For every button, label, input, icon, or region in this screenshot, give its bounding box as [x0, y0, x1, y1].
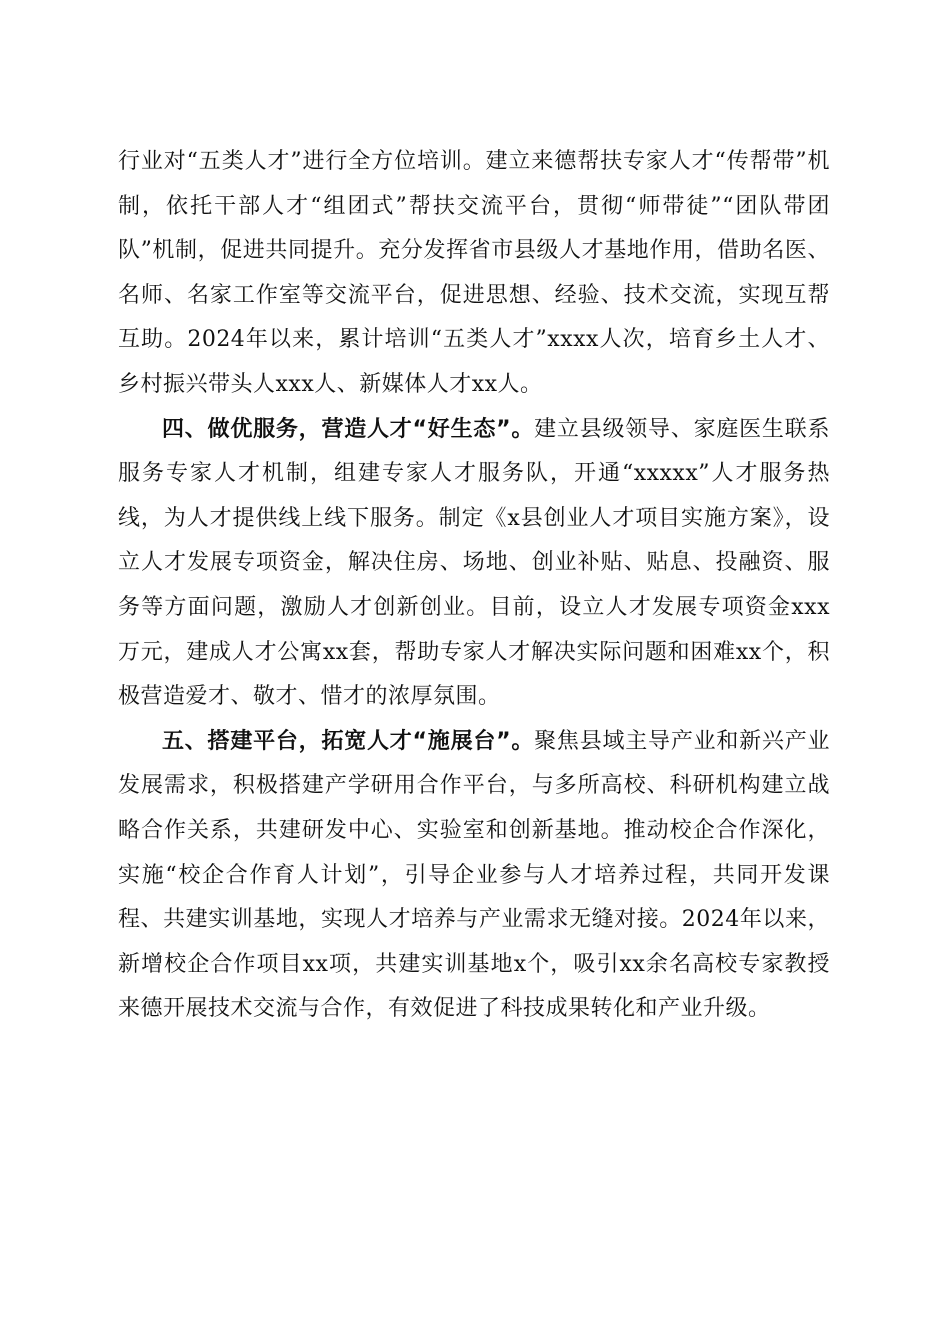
- paragraph-training: [118, 140, 830, 408]
- document-body: [118, 140, 830, 1032]
- paragraph-platform-text: 聚焦县域主导产业和新兴产业发展需求，积极搭建产学研用合作平台，与多所高校、科研机构建立战略合作关系，共建研发中心、实验室和创新基地。推动校企合作深化，实施“校企合作育人计划”，引导企业参与人才培养过程，共同开发课程、共建实训基地，实现人才培养与产业需求无缝对接。2024年以来，新增校企合作项目xx项，共建实训基地x个，吸引xx余名高校专家教授来德开展技术交流与合作，有效促进了科技成果转化和产业升级。: [118, 728, 830, 1022]
- paragraph-training-text: 行业对“五类人才”进行全方位培训。建立来德帮扶专家人才“传帮带”机制，依托干部人才“组团式”帮扶交流平台，贯彻“师带徒”“团队带团队”机制，促进共同提升。充分发挥省市县级人才基地作用，借助名医、名师、名家工作室等交流平台，促进思想、经验、技术交流，实现互帮互助。2024年以来，累计培训“五类人才”xxxx人次，培育乡土人才、乡村振兴带头人xxx人、新媒体人才xx人。: [118, 149, 830, 397]
- paragraph-platform: [118, 720, 830, 1032]
- paragraph-service: [118, 408, 830, 720]
- paragraph-service-text: 建立县级领导、家庭医生联系服务专家人才机制，组建专家人才服务队，开通“xxxxx”人才服务热线，为人才提供线上线下服务。制定《x县创业人才项目实施方案》，设立人才发展专项资金，解决住房、场地、创业补贴、贴息、投融资、服务等方面问题，激励人才创新创业。目前，设立人才发展专项资金xxx万元，建成人才公寓xx套，帮助专家人才解决实际问题和困难xx个，积极营造爱才、敬才、惜才的浓厚氛围。: [118, 416, 830, 710]
- section-heading-service: 四、做优服务，营造人才“好生态”。: [162, 416, 535, 442]
- section-heading-platform: 五、搭建平台，拓宽人才“施展台”。: [162, 728, 535, 754]
